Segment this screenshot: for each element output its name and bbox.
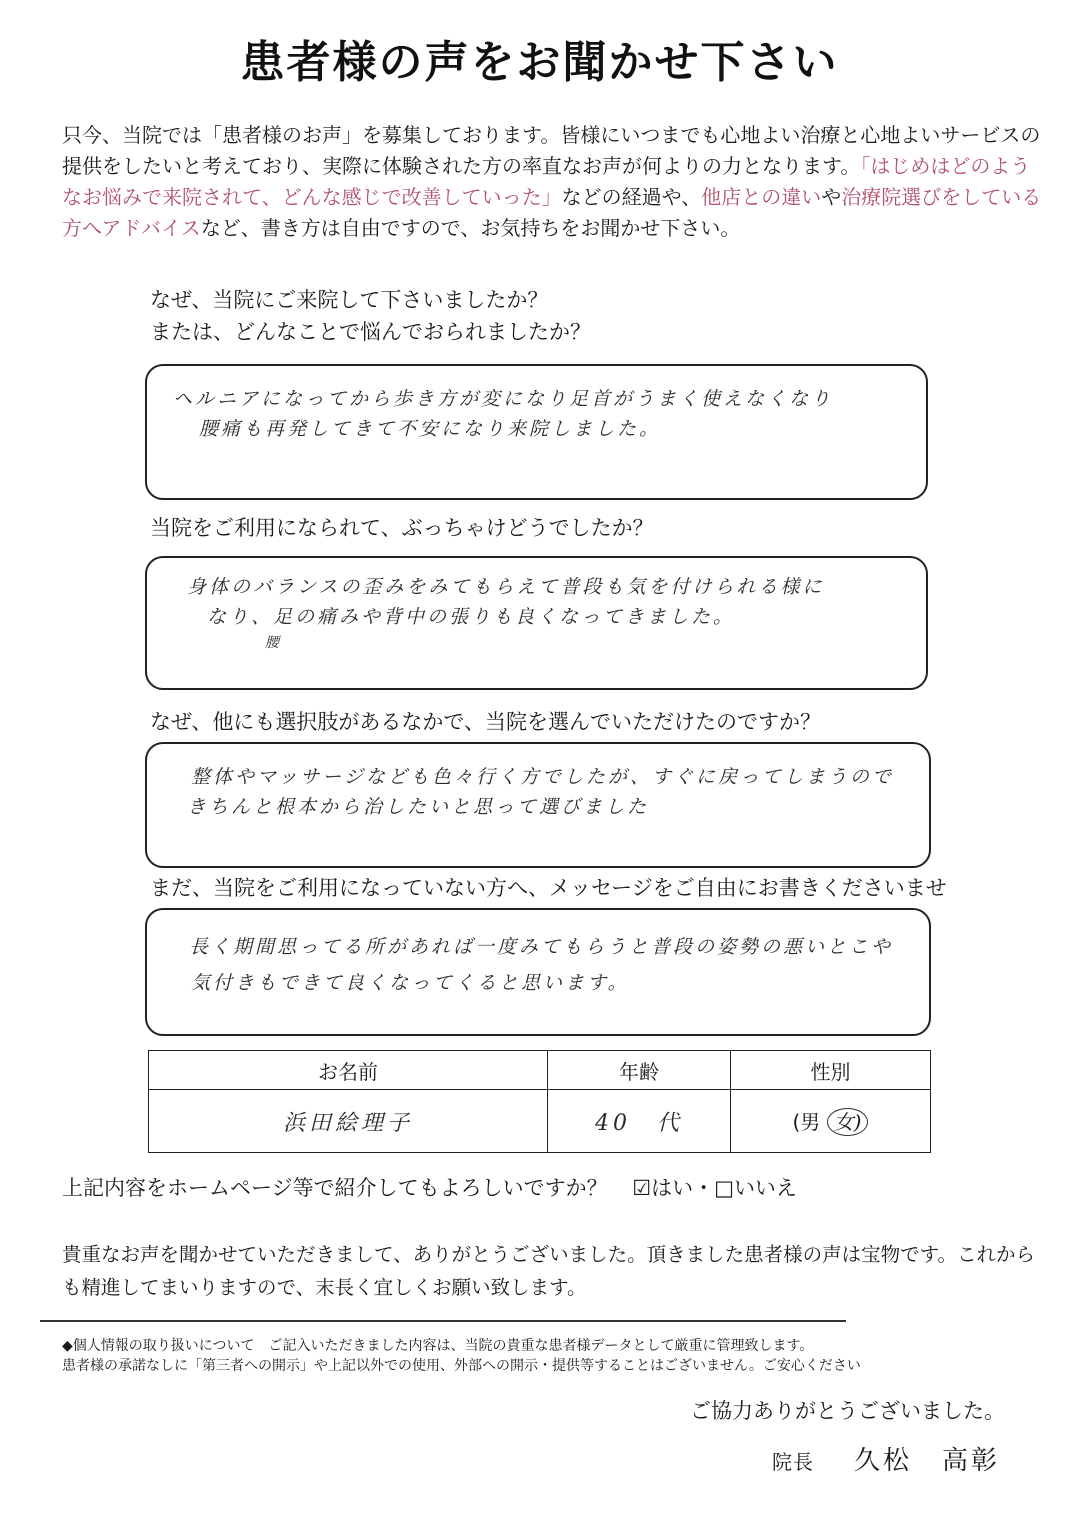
header-gender: 性別 xyxy=(731,1051,931,1090)
question-3 xyxy=(150,706,821,738)
handwritten-answer-line: 身体のバランスの歪みをみてもらえて普段も気を付けられる様に xyxy=(187,576,825,598)
answer-box-4 xyxy=(145,908,931,1036)
divider xyxy=(40,1320,846,1322)
answer-box-1 xyxy=(145,364,928,500)
question-line: なぜ、他にも選択肢があるなかで、当院を選んでいただけたのですか？ xyxy=(150,710,821,734)
respondent-name: 浜田絵理子 xyxy=(149,1090,548,1153)
table-header-row xyxy=(149,1051,931,1090)
question-line: まだ、当院をご利用になっていない方へ、メッセージをご自由にお書きくださいませ xyxy=(150,876,947,900)
gender-female-circled: 女) xyxy=(827,1108,869,1136)
table-row xyxy=(149,1090,931,1153)
question-line: または、どんなことで悩んでおられましたか？ xyxy=(150,320,591,344)
signature-given-name: 高彰 xyxy=(942,1446,1001,1476)
question-line: なぜ、当院にご来院して下さいましたか？ xyxy=(150,288,549,312)
intro-text: など、書き方は自由ですので、お気持ちをお聞かせ下さい。 xyxy=(200,216,741,240)
consent-separator: ・ xyxy=(693,1176,715,1200)
checkbox-empty-icon[interactable]: □ xyxy=(714,1176,734,1200)
handwritten-insertion: 腰 xyxy=(265,635,282,651)
handwritten-answer-line: 長く期間思ってる所があれば一度みてもらうと普段の姿勢の悪いとこや xyxy=(189,936,894,958)
intro-text: などの経過や、 xyxy=(561,185,702,209)
signature-family-name: 久松 xyxy=(854,1446,913,1476)
handwritten-answer-line: きちんと根本から治したいと思って選びました xyxy=(187,796,650,818)
answer-box-2 xyxy=(145,556,928,690)
intro-text: 只今、当院では「患者様のお声」を募集しております。皆様にいつまでも心地よい治療と心地よいサービスの提供をしたいと考えており、実際に体験された方の率直なお声が何よりの力となります。 xyxy=(62,123,1041,178)
handwritten-answer-line: なり、足の痛みや背中の張りも良くなってきました。 xyxy=(207,606,736,628)
respondent-gender xyxy=(731,1090,931,1153)
respondent-info-table xyxy=(148,1050,931,1153)
handwritten-answer-line: 整体やマッサージなども色々行く方でしたが、すぐに戻ってしまうので xyxy=(191,766,894,788)
notice-line: ◆個人情報の取り扱いについて ご記入いただきました内容は、当院の貴重な患者様データとして厳重に管理致します。 xyxy=(62,1338,814,1354)
question-line: 当院をご利用になられて、ぶっちゃけどうでしたか？ xyxy=(150,516,654,540)
consent-line xyxy=(62,1172,797,1202)
signature-role: 院長 xyxy=(772,1450,814,1474)
consent-no-label: いいえ xyxy=(733,1176,797,1200)
header-name: お名前 xyxy=(149,1051,548,1090)
question-2 xyxy=(150,512,654,544)
handwritten-answer-line: 気付きもできて良くなってくると思います。 xyxy=(191,972,630,994)
intro-highlight: 治療院選びをしている方へアドバイス xyxy=(62,185,1042,240)
notice-line: 患者様の承諾なしに「第三者への開示」や上記以外での使用、外部への開示・提供等することはございません。ご安心ください xyxy=(62,1358,861,1374)
consent-question: 上記内容をホームページ等で紹介してもよろしいですか？ xyxy=(62,1176,608,1200)
answer-box-3 xyxy=(145,742,931,868)
signature xyxy=(772,1440,1000,1477)
gender-male: (男 xyxy=(792,1110,821,1134)
question-1 xyxy=(150,284,591,348)
intro-highlight: 「はじめはどのようなお悩みで来院されて、どんな感じで改善していった」 xyxy=(62,154,1031,209)
intro-paragraph xyxy=(62,120,1042,244)
header-age: 年齢 xyxy=(548,1051,731,1090)
closing-thanks: ご協力ありがとうございました。 xyxy=(690,1399,1005,1423)
consent-yes-label: はい xyxy=(651,1176,694,1200)
page-title: 患者様の声をお聞かせ下さい xyxy=(240,37,839,88)
intro-highlight: 他店との違い xyxy=(701,185,822,209)
respondent-age: 40 代 xyxy=(548,1090,731,1153)
handwritten-answer-line: 腰痛も再発してきて不安になり来院しました。 xyxy=(199,418,662,440)
checkbox-checked-icon[interactable]: ☑ xyxy=(632,1176,652,1200)
intro-text: や xyxy=(821,185,842,209)
privacy-notice xyxy=(62,1336,861,1376)
handwritten-answer-line: ヘルニアになってから歩き方が変になり足首がうまく使えなくなり xyxy=(173,388,834,410)
thanks-paragraph: 貴重なお声を聞かせていただきまして、ありがとうございました。頂きました患者様の声は宝物です。これからも精進してまいりますので、末長く宜しくお願い致します。 xyxy=(62,1243,1036,1299)
question-4 xyxy=(150,872,947,904)
